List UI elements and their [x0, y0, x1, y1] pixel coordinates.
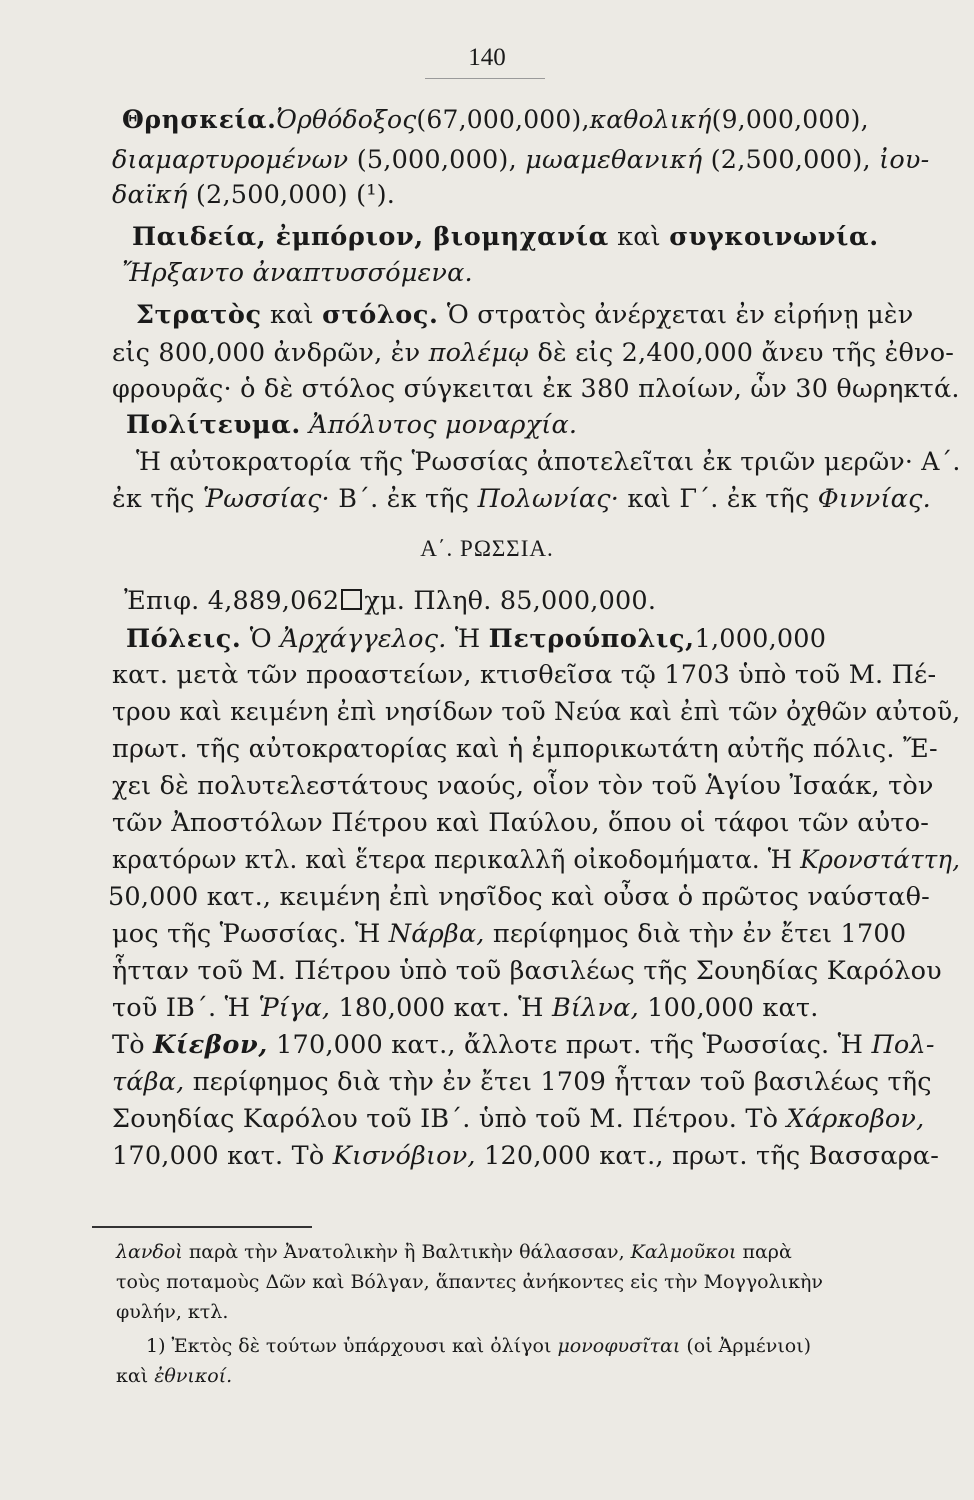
text-line-10: Ἡ αὐτοκρατορία τῆς Ῥωσσίας ἀποτελεῖται ἐκ τριῶν μερῶν· Α΄. — [136, 447, 961, 477]
text-line-9: Πολίτευμα. Ἀπόλυτος μοναρχία. — [126, 410, 578, 440]
text-line-23: τοῦ ΙΒ΄. Ἡ Ῥίγα, 180,000 κατ. Ἡ Βίλνα, 100,000 κατ. — [112, 993, 819, 1023]
text-line-3: δαϊκή (2,500,000) (¹). — [112, 180, 396, 210]
text-line-24: Τὸ Κίεβον, 170,000 κατ., ἄλλοτε πρωτ. τῆς Ῥωσσίας. Ἡ Πολ- — [112, 1030, 935, 1060]
footnote-line-4: 1) Ἐκτὸς δὲ τούτων ὑπάρχουσι καὶ ὀλίγοι μονοφυσῖται (οἱ Ἀρμένιοι) — [146, 1335, 812, 1357]
text-line-27: 170,000 κατ. Τὸ Κισνόβιον, 120,000 κατ., πρωτ. τῆς Βασσαρα- — [112, 1141, 940, 1171]
text-line-26: Σουηδίας Καρόλου τοῦ ΙΒ΄. ὑπὸ τοῦ Μ. Πέτρου. Τὸ Χάρκοβον, — [112, 1104, 925, 1134]
text-line-8: φρουρᾶς· ὁ δὲ στόλος σύγκειται ἐκ 380 πλοίων, ὧν 30 θωρηκτά. — [112, 374, 960, 404]
text-line-17: χει δὲ πολυτελεστάτους ναούς, οἷον τὸν τοῦ Ἁγίου Ἰσαάκ, τὸν — [112, 771, 934, 801]
text-line-13: Πόλεις. Ὁ Ἀρχάγγελος. Ἡ Πετρούπολις,1,000,000 — [126, 624, 827, 654]
page-number: 140 — [468, 44, 506, 71]
text-line-16: πρωτ. τῆς αὐτοκρατορίας καὶ ἡ ἐμπορικωτάτη αὐτῆς πόλις. Ἔ- — [112, 734, 938, 764]
footnote-line-5: καὶ ἐθνικοί. — [116, 1365, 233, 1387]
text-line-6: Στρατὸς καὶ στόλος. Ὁ στρατὸς ἀνέρχεται ἐν εἰρήνῃ μὲν — [136, 300, 914, 330]
text-line-5: Ἤρξαντο ἀναπτυσσόμενα. — [122, 258, 473, 288]
heading-education: Παιδεία, ἐμπόριον, βιομηχανία — [132, 222, 609, 252]
text-line-25: τάβα, περίφημος διὰ τὴν ἐν ἔτει 1709 ἧτταν τοῦ βασιλέως τῆς — [112, 1067, 932, 1097]
text-line-11: ἐκ τῆς Ῥωσσίας· Β΄. ἐκ τῆς Πολωνίας· καὶ Γ΄. ἐκ τῆς Φιννίας. — [112, 484, 931, 514]
text-line-14: κατ. μετὰ τῶν προαστείων, κτισθεῖσα τῷ 1703 ὑπὸ τοῦ Μ. Πέ- — [112, 660, 937, 690]
text-line-20: 50,000 κατ., κειμένη ἐπὶ νησῖδος καὶ οὖσα ὁ πρῶτος ναύσταθ- — [108, 882, 930, 912]
heading-army: Στρατὸς — [136, 300, 262, 330]
text-line-7: εἰς 800,000 ἀνδρῶν, ἐν πολέμῳ δὲ εἰς 2,400,000 ἄνευ τῆς ἐθνο- — [112, 338, 955, 368]
text-line-21: μος τῆς Ῥωσσίας. Ἡ Νάρβα, περίφημος διὰ τὴν ἐν ἔτει 1700 — [112, 919, 907, 949]
text-line-19: κρατόρων κτλ. καὶ ἕτερα περικαλλῆ οἰκοδομήματα. Ἡ Κρονστάττη, — [112, 845, 961, 875]
text-line-18: τῶν Ἀποστόλων Πέτρου καὶ Παύλου, ὅπου οἱ τάφοι τῶν αὐτο- — [112, 808, 930, 838]
text-line-4: Παιδεία, ἐμπόριον, βιομηχανία καὶ συγκοινωνία. — [132, 222, 879, 252]
heading-cities: Πόλεις. — [126, 624, 242, 654]
heading-polity: Πολίτευμα. — [126, 410, 301, 440]
footnote-rule — [92, 1226, 312, 1228]
footnote-line-3: φυλήν, κτλ. — [116, 1301, 229, 1323]
footnote-line-2: τοὺς ποταμοὺς Δῶν καὶ Βόλγαν, ἅπαντες ἀνήκοντες εἰς τὴν Μογγολικὴν — [116, 1271, 823, 1293]
square-symbol-icon — [341, 589, 362, 610]
text-line-2: διαμαρτυρομένων (5,000,000), μωαμεθανική (2,500,000), ἰου- — [112, 145, 930, 175]
page-number-rule — [425, 78, 545, 79]
footnote-line-1: λανδοὶ παρὰ τὴν Ἀνατολικὴν ἢ Βαλτικὴν θάλασσαν, Καλμοῦκοι παρὰ — [116, 1241, 792, 1263]
text-line-1: Θρησκεία.Ὀρθόδοξος(67,000,000),καθολική(9,000,000), — [122, 105, 869, 134]
text-line-12: Ἐπιφ. 4,889,062 χμ. Πληθ. 85,000,000. — [124, 586, 657, 616]
text-line-22: ἧτταν τοῦ Μ. Πέτρου ὑπὸ τοῦ βασιλέως τῆς Σουηδίας Καρόλου — [112, 956, 942, 986]
heading-religion: Θρησκεία. — [122, 105, 277, 134]
text-line-15: τρου καὶ κειμένη ἐπὶ νησίδων τοῦ Νεύα καὶ ἐπὶ τῶν ὀχθῶν αὐτοῦ, — [112, 697, 961, 727]
section-heading: Α΄. ΡΩΣΣΙΑ. — [420, 536, 554, 561]
